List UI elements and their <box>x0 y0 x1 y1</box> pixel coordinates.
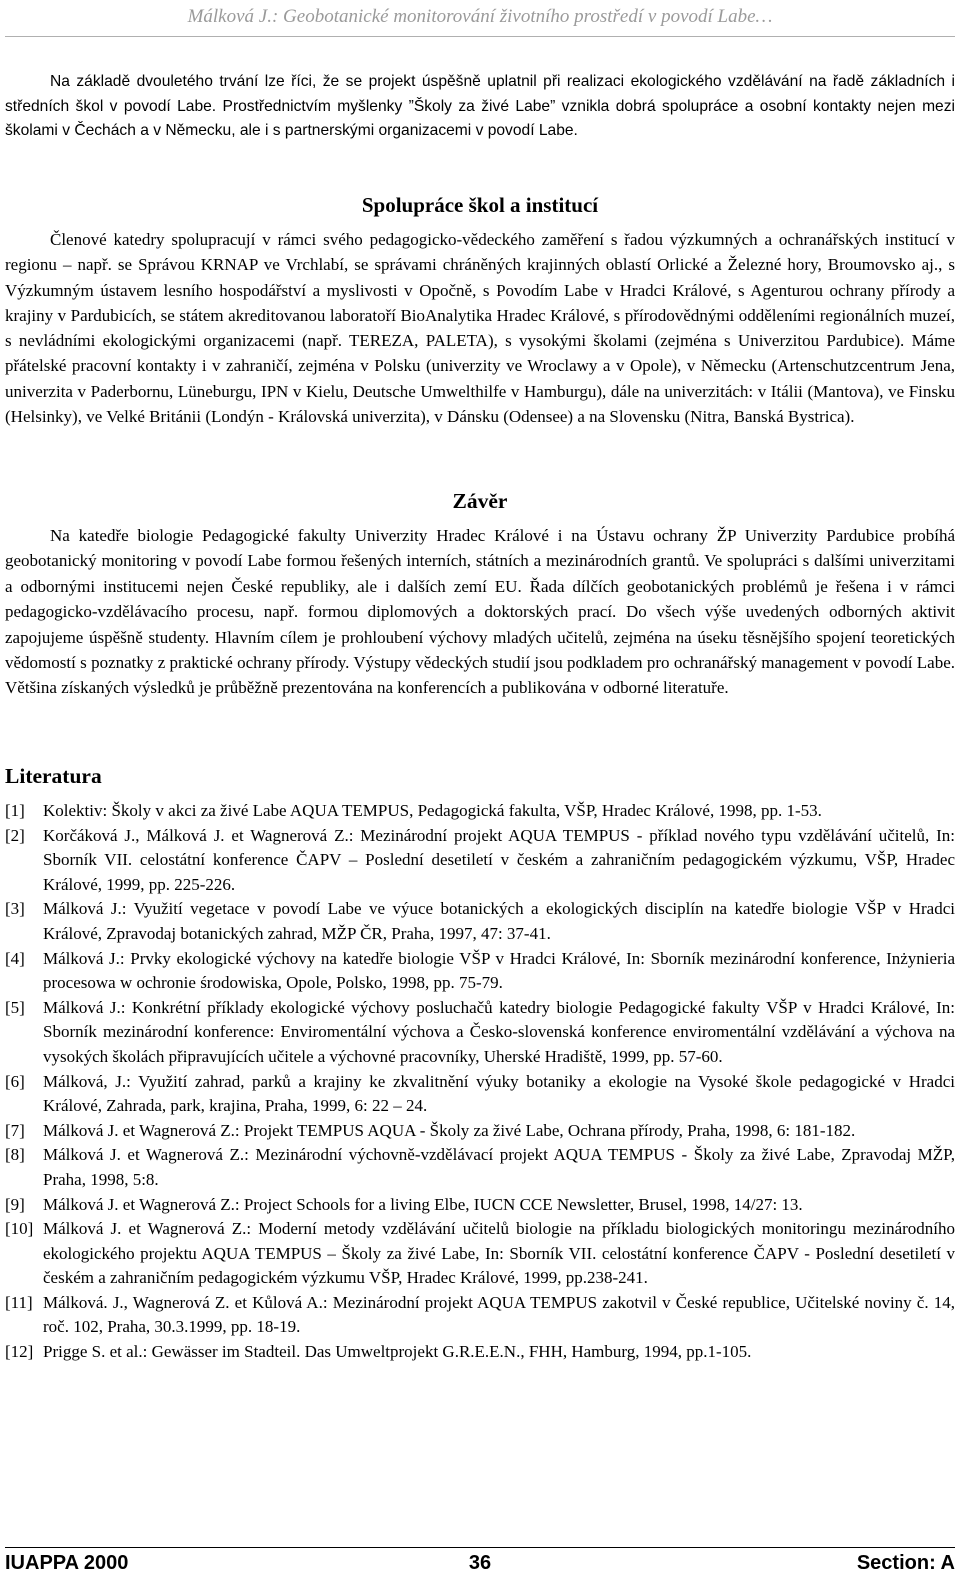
reference-text: Málková J. et Wagnerová Z.: Project Schools for a living Elbe, IUCN CCE Newsletter, Brusel, 1998, 14/27: 13. <box>43 1194 803 1214</box>
footer-divider <box>5 1547 955 1548</box>
reference-text: Korčáková J., Málková J. et Wagnerová Z.: Mezinárodní projekt AQUA TEMPUS - příklad nového typu vzdělávání učitelů, In: Sborník VII. celostátní konference ČAPV – Poslední desetiletí v českém a zahraničním pedagogickém výzkumu, VŠP, Hradec Králové, 1999, pp. 225-226. <box>43 825 955 894</box>
conclusion-paragraph: Na katedře biologie Pedagogické fakulty Univerzity Hradec Králové i na Ústavu ochrany ŽP Univerzity Pardubice probíhá geobotanický monitoring v povodí Labe formou řešených interních, státních a mezinárodních grantů. Ve spolupráci s dalšími univerzitami a odbornými institucemi nejen České republiky, ale i dalších zemí EU. Řada dílčích geobotanických problémů je řešena i v rámci pedagogicko-vzdělávacího procesu, např. formou diplomových a doktorských prací. Do všech výše uvedených odborných aktivit zapojujeme úspěšně studenty. Hlavním cílem je prohloubení výchovy mladých učitelů, zejména na úseku těsnějšího spojení teoretických vědomostí s poznatky z praktické ochrany přírody. Výstupy vědeckých studií jsou podkladem pro ochranářský management v povodí Labe. Většina získaných výsledků je průběžně prezentována na konferencích a publikována v odborné literatuře. <box>5 526 955 698</box>
reference-number: [9] <box>5 1194 25 1214</box>
reference-text: Málková J. et Wagnerová Z.: Moderní metody vzdělávání učitelů biologie na příkladu biologických monitoringu mezinárodního ekologického projektu AQUA TEMPUS – Školy za živé Labe, In: Sborník VII. celostátní konference ČAPV - Poslední desetiletí v českém a zahraničním pedagogickém výzkumu VŠP, Hradec Králové, 1999, pp.238-241. <box>43 1219 955 1288</box>
reference-item <box>5 1217 955 1291</box>
intro-paragraph: Na základě dvouletého trvání lze říci, že se projekt úspěšně uplatnil při realizaci ekologického vzdělávání na řadě základních i středních škol v povodí Labe. Prostřednictvím myšlenky ”Školy za živé Labe” vznikla dobrá spolupráce a osobní kontakty nejen mezi školami v Čechách a v Německu, ale i s partnerskými organizacemi v povodí Labe. <box>5 73 955 140</box>
literature-heading: Literatura <box>5 764 102 788</box>
reference-item <box>5 947 955 996</box>
reference-text: Kolektiv: Školy v akci za živé Labe AQUA TEMPUS, Pedagogická fakulta, VŠP, Hradec Králové, 1998, pp. 1-53. <box>43 801 822 820</box>
conclusion-title: Závěr <box>452 489 508 513</box>
reference-number: [12] <box>5 1342 34 1362</box>
reference-list <box>5 799 955 1365</box>
reference-number: [1] <box>5 801 25 820</box>
reference-number: [2] <box>5 825 25 845</box>
reference-number: [6] <box>5 1071 25 1091</box>
reference-text: Málková J.: Využití vegetace v povodí Labe ve výuce botanických a ekologických disciplín na katedře biologie VŠP v Hradci Králové, Zpravodaj botanických zahrad, MŽP ČR, Praha, 1997, 47: 37-41. <box>43 899 955 943</box>
page-number: 36 <box>468 1552 492 1574</box>
reference-item <box>5 1119 955 1144</box>
cooperation-section <box>5 227 955 429</box>
reference-number: [3] <box>5 899 25 919</box>
running-header: Málková J.: Geobotanické monitorování životního prostředí v povodí Labe… <box>187 6 773 27</box>
reference-item <box>5 996 955 1070</box>
reference-item <box>5 1070 955 1119</box>
header-divider <box>5 36 955 37</box>
cooperation-title: Spolupráce škol a institucí <box>361 193 599 217</box>
reference-text: Málková J.: Konkrétní příklady ekologické výchovy posluchačů katedry biologie Pedagogické fakulty VŠP v Hradci Králové, In: Sborník mezinárodní konference: Enviromentální výchova a Česko-slovenská konference enviromentální vzdělávání a výchova na vysokých školách připravujících učitele a výchovné pracovníky, Uherské Hradiště, 1999, pp. 57-60. <box>43 997 955 1066</box>
reference-item <box>5 1193 955 1218</box>
reference-text: Prigge S. et al.: Gewässer im Stadteil. Das Umweltprojekt G.R.E.E.N., FHH, Hamburg, 1994, pp.1-105. <box>43 1342 752 1362</box>
reference-item <box>5 1291 955 1340</box>
footer-conference: IUAPPA 2000 <box>5 1552 129 1574</box>
reference-item <box>5 1143 955 1192</box>
reference-item <box>5 897 955 946</box>
reference-text: Málková J.: Prvky ekologické výchovy na katedře biologie VŠP v Hradci Králové, In: Sborník mezinárodní konference, Inżynieria procesowa w ochronie środowiska, Opole, Polsko, 1998, pp. 75-79. <box>43 948 955 993</box>
reference-number: [8] <box>5 1145 25 1165</box>
reference-number: [11] <box>5 1292 33 1312</box>
reference-item <box>5 1340 955 1365</box>
conclusion-section <box>5 523 955 701</box>
page-footer <box>5 1552 955 1582</box>
reference-text: Málková J. et Wagnerová Z.: Mezinárodní výchovně-vzdělávací projekt AQUA TEMPUS - Školy za živé Labe, Zpravodaj MŽP, Praha, 1998, 5:8. <box>43 1145 955 1189</box>
footer-section: Section: A <box>856 1552 955 1574</box>
intro-section <box>5 70 955 144</box>
reference-text: Málková J. et Wagnerová Z.: Projekt TEMPUS AQUA - Školy za živé Labe, Ochrana přírody, Praha, 1998, 6: 181-182. <box>43 1120 856 1140</box>
reference-number: [7] <box>5 1120 25 1140</box>
reference-number: [4] <box>5 948 25 968</box>
reference-text: Málková, J.: Využití zahrad, parků a krajiny ke zkvalitnění výuky botaniky a ekologie na Vysoké škole pedagogické v Hradci Králové, Zahrada, park, krajina, Praha, 1999, 6: 22 – 24. <box>43 1071 955 1116</box>
reference-item <box>5 824 955 898</box>
reference-text: Málková. J., Wagnerová Z. et Kůlová A.: Mezinárodní projekt AQUA TEMPUS zakotvil v České republice, Učitelské noviny č. 14, roč. 102, Praha, 30.3.1999, pp. 18-19. <box>43 1292 955 1337</box>
cooperation-paragraph: Členové katedry spolupracují v rámci svého pedagogicko-vědeckého zaměření s řadou výzkumných a ochranářských institucí v regionu – např. se Správou KRNAP ve Vrchlabí, se správami chráněných krajinných oblastí Orlické a Železné hory, Broumovsko aj., s Výzkumným ústavem lesního hospodářství a myslivosti v Opočně, s Povodím Labe v Hradci Králové, s Agenturou ochrany přírody a krajiny v Pardubicích, se státem akreditovanou laboratoří BioAnalytika Hradec Králové, s přírodovědnými odděleními regionálních muzeí, s nevládními ekologickými organizacemi (např. TEREZA, PALETA), s vysokými školami (zejména s Univerzitou Pardubice). Máme přátelské pracovní kontakty i v zahraničí, zejména v Polsku (univerzity ve Wroclawy a v Opole), v Německu (Artenschutzcentrum Jena, univerzita v Paderbornu, Lüneburgu, IPN v Kielu, Deutsche Umwelthilfe v Hamburgu), dále na univerzitách: v Itálii (Mantova), ve Finsku (Helsinky), ve Velké Británii (Londýn - Královská univerzita), v Dánsku (Odensee) a na Slovensku (Nitra, Banská Bystrica). <box>5 230 955 427</box>
reference-item <box>5 799 955 824</box>
reference-number: [5] <box>5 997 25 1017</box>
reference-number: [10] <box>5 1219 34 1239</box>
